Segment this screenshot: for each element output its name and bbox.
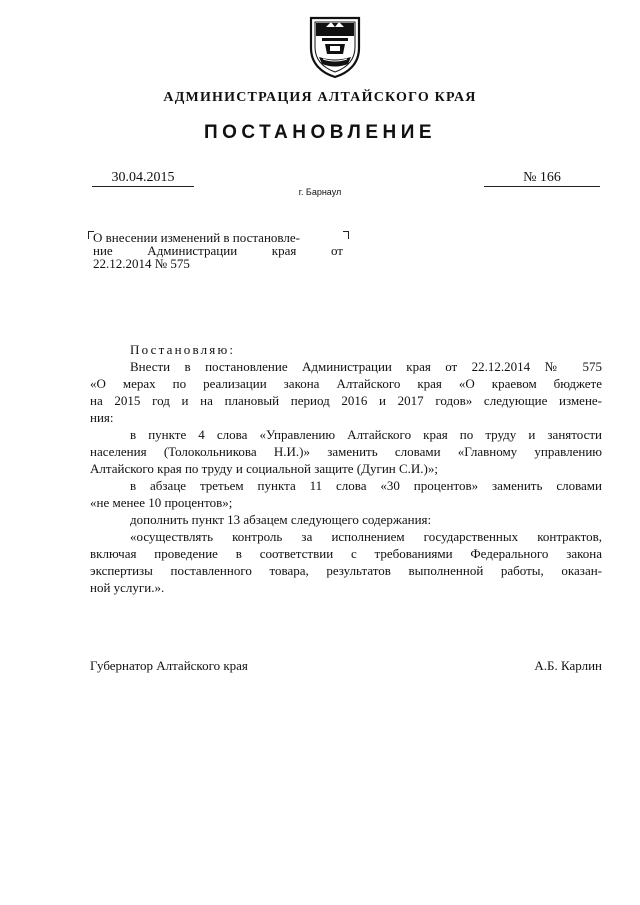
organization-name: АДМИНИСТРАЦИЯ АЛТАЙСКОГО КРАЯ — [163, 90, 477, 105]
body-line: «не менее 10 процентов»; — [90, 495, 233, 510]
body-line: населения (Толокольникова Н.И.)» заменить словами «Главному управлению — [90, 444, 602, 459]
subject-line: О внесении изменений в постановле- — [93, 230, 300, 245]
body-line: включая проведение в соответствии с требованиями Федерального закона — [90, 546, 602, 561]
body-line: в абзаце третьем пункта 11 слова «30 процентов» заменить словами — [130, 478, 602, 493]
document-body — [90, 341, 602, 596]
body-line: экспертизы поставленного товара, результатов выполненной работы, оказан- — [90, 563, 602, 578]
body-line: ния: — [90, 410, 114, 425]
subject-line: ние Администрации края от — [93, 243, 343, 258]
document-date: 30.04.2015 — [111, 170, 175, 185]
signatory-title: Губернатор Алтайского края — [90, 658, 248, 673]
body-line: на 2015 год и на плановый период 2016 и 2017 годов» следующие измене- — [90, 393, 602, 408]
body-line: Алтайского края по труду и социальной защите (Дугин С.И.)»; — [90, 461, 438, 476]
city: г. Барнаул — [298, 187, 342, 197]
body-line: «О мерах по реализации закона Алтайского края «О краевом бюджете — [90, 376, 602, 391]
coat-of-arms-emblem — [308, 14, 362, 80]
body-line: Внести в постановление Администрации края от 22.12.2014 № 575 — [130, 359, 602, 374]
resolve-heading: Постановляю: — [130, 342, 236, 357]
body-line: «осуществлять контроль за исполнением государственных контрактов, — [130, 529, 602, 544]
subject-line: 22.12.2014 № 575 — [93, 256, 190, 271]
subject-corner-right — [343, 231, 349, 239]
signatory-name: А.Б. Карлин — [534, 658, 602, 673]
body-line: дополнить пункт 13 абзацем следующего содержания: — [130, 512, 432, 527]
document-subject — [93, 231, 343, 270]
body-line: в пункте 4 слова «Управлению Алтайского края по труду и занятости — [130, 427, 602, 442]
document-type-title: ПОСТАНОВЛЕНИЕ — [203, 122, 437, 143]
body-line: ной услуги.». — [90, 580, 165, 595]
document-number: № 166 — [523, 170, 561, 185]
